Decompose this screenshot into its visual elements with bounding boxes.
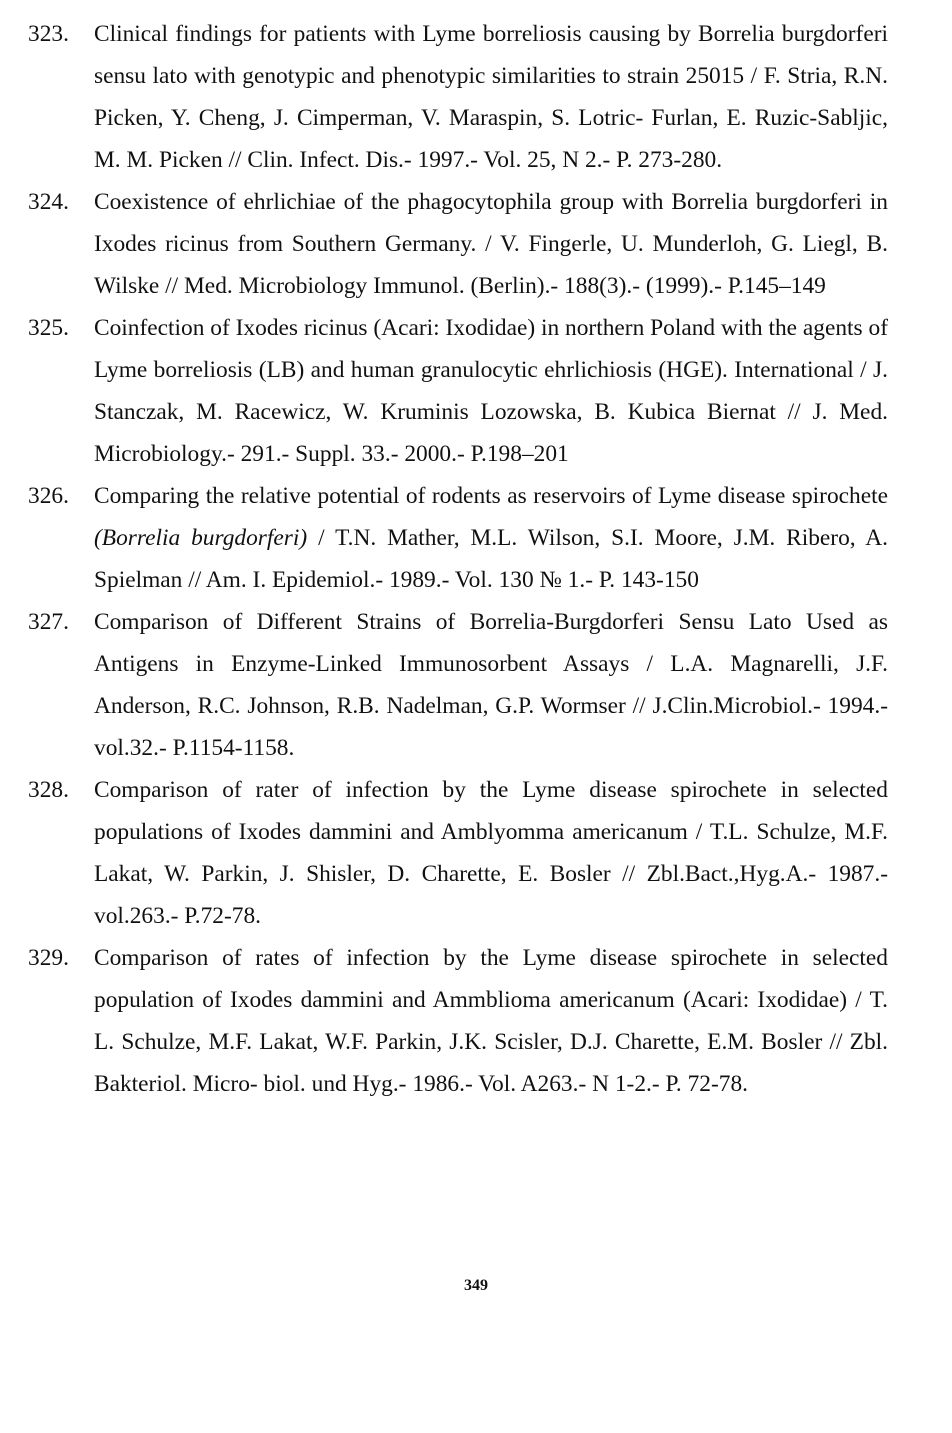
reference-number: 324. xyxy=(28,189,69,215)
reference-item-328 xyxy=(28,769,888,937)
reference-item-326 xyxy=(28,475,888,601)
reference-item-324 xyxy=(28,181,888,307)
reference-text: Comparison of Different Strains of Borrelia-Burgdorferi Sensu Lato Used as Antigens in Enzyme-Linked Immunosorbent Assays / L.A. Magnarelli, J.F. Anderson, R.C. Johnson, R.B. Nadelman, G.P. Wormser // J.Clin.Microbiol.- 1994.- vol.32.- P.1154-1158. xyxy=(94,609,888,761)
reference-list xyxy=(28,13,888,1105)
reference-number: 329. xyxy=(28,945,69,971)
page-number: 349 xyxy=(464,1277,488,1294)
reference-number: 325. xyxy=(28,315,69,341)
reference-number: 323. xyxy=(28,21,69,47)
reference-number: 326. xyxy=(28,483,69,509)
reference-item-327 xyxy=(28,601,888,769)
reference-item-325 xyxy=(28,307,888,475)
reference-text-after: / T.N. Mather, M.L. Wilson, S.I. Moore, J.M. Ribero, A. Spielman // Am. I. Epidemiol.- 1989.- Vol. 130 № 1.- P. 143-150 xyxy=(94,525,888,593)
reference-text: Coinfection of Ixodes ricinus (Acari: Ixodidae) in northern Poland with the agents of Lyme borreliosis (LB) and human granulocytic ehrlichiosis (HGE). International / J. Stanczak, M. Racewicz, W. Kruminis Lozowska, B. Kubica Biernat // J. Med. Microbiology.- 291.- Suppl. 33.- 2000.- P.198–201 xyxy=(94,315,888,467)
reference-text: Coexistence of ehrlichiae of the phagocytophila group with Borrelia burgdorferi in Ixodes ricinus from Southern Germany. / V. Fingerle, U. Munderloh, G. Liegl, B. Wilske // Med. Microbiology Immunol. (Berlin).- 188(3).- (1999).- P.145–149 xyxy=(94,189,888,299)
reference-text-italic: (Borrelia burgdorferi) xyxy=(94,525,308,551)
reference-text: Comparison of rates of infection by the Lyme disease spirochete in selected population of Ixodes dammini and Ammblioma americanum (Acari: Ixodidae) / T. L. Schulze, M.F. Lakat, W.F. Parkin, J.K. Scisler, D.J. Charette, E.M. Bosler // Zbl. Bakteriol. Micro- biol. und Hyg.- 1986.- Vol. A263.- N 1-2.- P. 72-78. xyxy=(94,945,888,1097)
reference-text-before: Comparing the relative potential of rodents as reservoirs of Lyme disease spirochete xyxy=(94,483,888,509)
reference-number: 327. xyxy=(28,609,69,635)
reference-item-323 xyxy=(28,13,888,181)
reference-text: Comparison of rater of infection by the Lyme disease spirochete in selected populations of Ixodes dammini and Amblyomma americanum / T.L. Schulze, M.F. Lakat, W. Parkin, J. Shisler, D. Charette, E. Bosler // Zbl.Bact.,Hyg.A.- 1987.- vol.263.- P.72-78. xyxy=(94,777,888,929)
reference-item-329 xyxy=(28,937,888,1105)
reference-text: Clinical findings for patients with Lyme borreliosis causing by Borrelia burgdorferi sensu lato with genotypic and phenotypic similarities to strain 25015 / F. Stria, R.N. Picken, Y. Cheng, J. Cimperman, V. Maraspin, S. Lotric- Furlan, E. Ruzic-Sabljic, M. M. Picken // Clin. Infect. Dis.- 1997.- Vol. 25, N 2.- P. 273-280. xyxy=(94,21,888,173)
reference-number: 328. xyxy=(28,777,69,803)
